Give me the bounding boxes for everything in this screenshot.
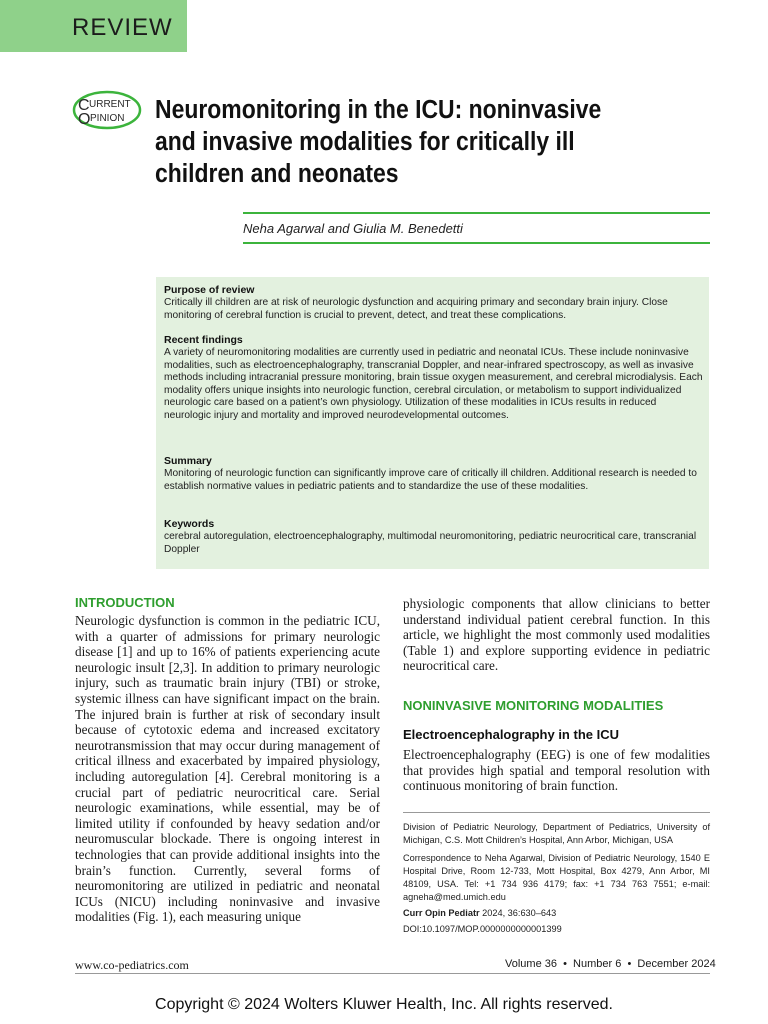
affiliation-division: Division of Pediatric Neurology, Department of Pediatrics, University of Michigan, C.S. Mott Children’s Hospital, Ann Arbor, Michigan, USA bbox=[403, 822, 710, 845]
citation-line bbox=[403, 907, 710, 920]
section-tab bbox=[0, 0, 187, 52]
citation-details: 2024, 36:630–643 bbox=[479, 908, 557, 918]
footer-issue: Volume 36 • Number 6 • December 2024 bbox=[505, 958, 716, 970]
findings-heading: Recent findings bbox=[164, 334, 243, 346]
author-list: Neha Agarwal and Giulia M. Benedetti bbox=[243, 221, 463, 236]
abstract-keywords bbox=[164, 518, 705, 556]
section-tab-label: REVIEW bbox=[72, 14, 173, 41]
noninvasive-heading: NONINVASIVE MONITORING MODALITIES bbox=[403, 698, 664, 713]
intro-continuation-text: physiologic components that allow clinicians to better understand individual patient cerebral function. In this article, we highlight the most commonly used modalities (Table 1) and explore supporting evidence in pediatric neurocritical care. bbox=[403, 596, 710, 674]
introduction-heading: INTRODUCTION bbox=[75, 595, 175, 610]
current-opinion-logo bbox=[72, 90, 142, 130]
footer-url: www.co-pediatrics.com bbox=[75, 958, 189, 972]
purpose-heading: Purpose of review bbox=[164, 284, 255, 296]
summary-text: Monitoring of neurologic function can significantly improve care of critically ill children. Additional research is needed to establish normative values in pediatric patients and to standardize the use of these modalities. bbox=[164, 468, 697, 492]
svg-text:O: O bbox=[78, 111, 91, 128]
title-rule-top bbox=[243, 212, 710, 214]
svg-text:C: C bbox=[78, 97, 90, 114]
footer-rule bbox=[75, 973, 710, 974]
keywords-heading: Keywords bbox=[164, 518, 215, 530]
introduction-text: Neurologic dysfunction is common in the pediatric ICU, with a quarter of admissions for primary neurologic disease [1] and up to 16% of patients experiencing acute neurologic insult [2,3]. In addition to primary neurologic injury, such as traumatic brain injury (TBI) or stroke, systemic illness can have significant impact on the brain. The injured brain is further at risk of secondary insult because of cytotoxic edema and increased excitatory neurotransmission that may occur during management of critical illness and exacerbated by impaired physiology, including autoregulation [4]. Cerebral monitoring is a crucial part of pediatric neurocritical care. Serial neurologic examinations, while essential, may be of limited utility if confounded by heavy sedation and/or neuromuscular blockade. There is ongoing interest in technologies that can provide additional insights into the brain’s function. Currently, several forms of neuromonitoring are utilized in pediatric and neonatal ICUs (NICU) including noninvasive and invasive modalities (Fig. 1), each measuring unique bbox=[75, 613, 380, 925]
abstract-box bbox=[156, 277, 709, 569]
abstract-summary bbox=[164, 455, 705, 493]
keywords-text: cerebral autoregulation, electroencephalography, multimodal neuromonitoring, pediatric neurocritical care, transcranial Doppler bbox=[164, 531, 697, 555]
citation-journal: Curr Opin Pediatr bbox=[403, 908, 480, 918]
copyright-notice: Copyright © 2024 Wolters Kluwer Health, Inc. All rights reserved. bbox=[155, 996, 613, 1013]
article-title: Neuromonitoring in the ICU: noninvasive and invasive modalities for critically ill children and neonates bbox=[155, 96, 602, 188]
svg-text:PINION: PINION bbox=[90, 113, 125, 124]
abstract-purpose bbox=[164, 284, 705, 322]
affiliation-correspondence: Correspondence to Neha Agarwal, Division of Pediatric Neurology, 1540 E Hospital Drive, Room 12-733, Mott Hospital, Box 4279, Ann Arbor, MI 48109, USA. Tel: +1 734 936 4179; fax: +1 734 763 7551; e-mail: agneha@med.umich.edu bbox=[403, 853, 710, 902]
summary-heading: Summary bbox=[164, 455, 212, 467]
svg-text:URRENT: URRENT bbox=[89, 99, 131, 110]
title-rule-bottom bbox=[243, 242, 710, 244]
eeg-text: Electroencephalography (EEG) is one of few modalities that provides high spatial and temporal resolution with continuous monitoring of brain function. bbox=[403, 747, 710, 794]
eeg-subheading: Electroencephalography in the ICU bbox=[403, 727, 619, 742]
affiliation-rule bbox=[403, 812, 710, 813]
findings-text: A variety of neuromonitoring modalities are currently used in pediatric and neonatal ICUs. These include noninvasive modalities, such as electroencephalography, transcranial Doppler, and near-infrared spectroscopy, as well as invasive methods including intracranial pressure monitoring, brain tissue oxygen measurement, and cerebral microdialysis. Each modality offers unique insights into neurologic function, cerebral circulation, or metabolism to support individualized neurologic care based on a patient’s own physiology. Utilization of these modalities in ICUs results in reduced neurologic injury and mortality and improved neurodevelopmental outcomes. bbox=[164, 347, 703, 421]
abstract-findings bbox=[164, 334, 705, 423]
purpose-text: Critically ill children are at risk of neurologic dysfunction and acquiring primary and secondary brain injury. Close monitoring of cerebral function is crucial to prevent, detect, and treat these complications. bbox=[164, 297, 668, 321]
doi: DOI:10.1097/MOP.0000000000001399 bbox=[403, 924, 562, 934]
